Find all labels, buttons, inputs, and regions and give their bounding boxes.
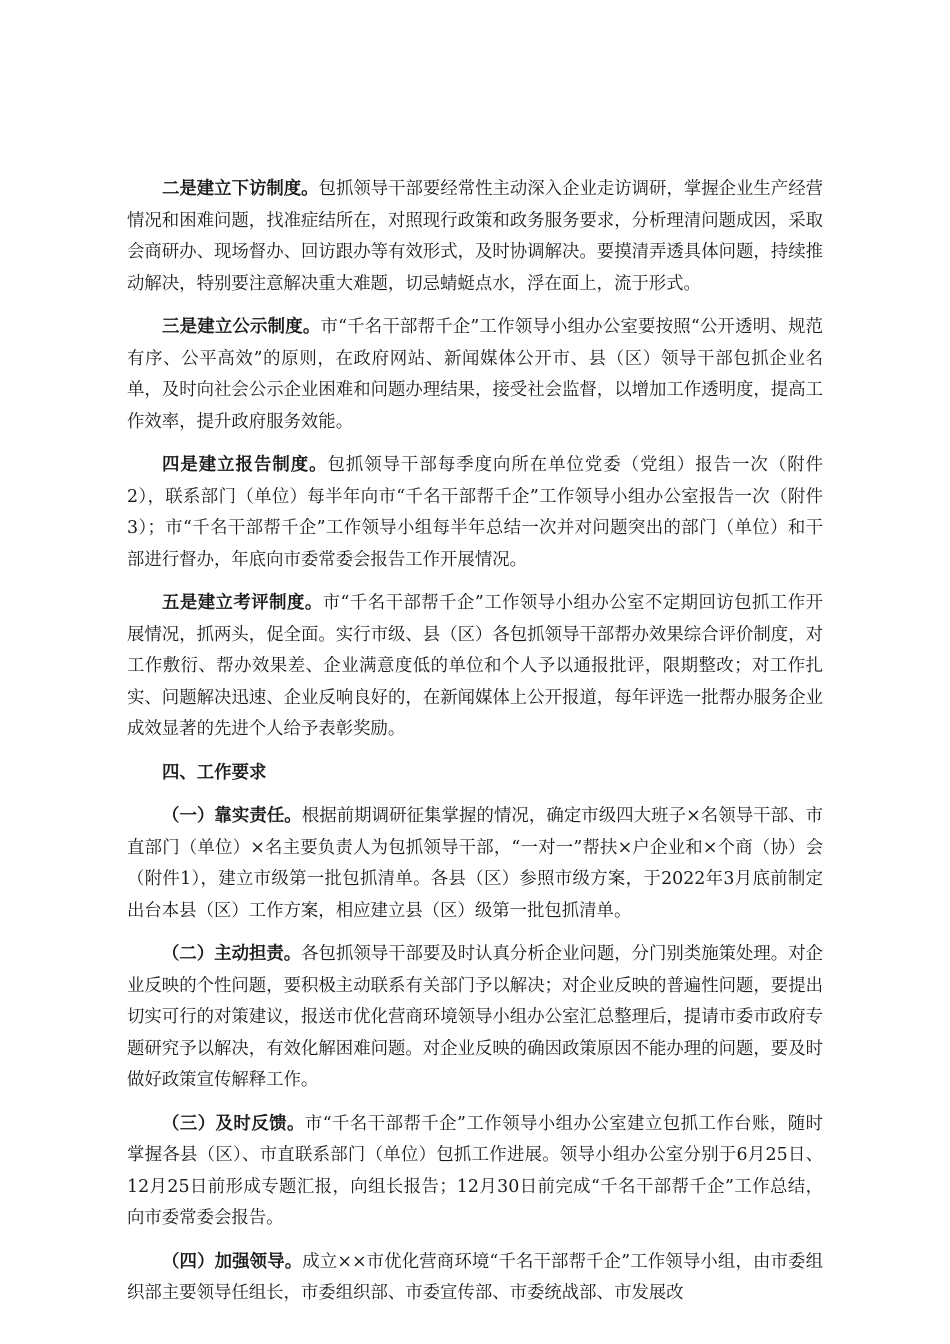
paragraph-report-system: [127, 450, 823, 576]
requirement-body: 根据前期调研征集掌握的情况，确定市级四大班子×名领导干部、市直部门（单位）×名主要负责人为包抓领导干部，“一对一”帮扶×户企业和×个商（协）会（附件1），建立市级第一批包抓清单。各县（区）参照市级方案，于2022年3月底前制定出台本县（区）工作方案，相应建立县（区）级第一批包抓清单。: [127, 806, 823, 921]
paragraph-visit-system: [127, 174, 823, 300]
document-page: [127, 174, 823, 1322]
paragraph-lead: 三是建立公示制度。: [162, 317, 321, 337]
paragraph-body: 包抓领导干部要经常性主动深入企业走访调研，掌握企业生产经营情况和困难问题，找准症结所在，对照现行政策和政务服务要求，分析理清问题成因，采取会商研办、现场督办、回访跟办等有效形式，及时协调解决。要摸清弄透具体问题，持续推动解决，特别要注意解决重大难题，切忌蜻蜓点水，浮在面上，流于形式。: [127, 179, 823, 294]
requirement-responsibility: [127, 801, 823, 927]
requirement-lead: （三）及时反馈。: [162, 1113, 305, 1134]
requirement-lead: （四）加强领导。: [162, 1251, 303, 1272]
requirement-lead: （一）靠实责任。: [162, 806, 302, 826]
paragraph-lead: 五是建立考评制度。: [162, 593, 323, 613]
requirement-lead: （二）主动担责。: [162, 944, 302, 964]
requirement-body: 各包抓领导干部要及时认真分析企业问题，分门别类施策处理。对企业反映的个性问题，要积极主动联系有关部门予以解决；对企业反映的普遍性问题，要提出切实可行的对策建议，报送市优化营商环境领导小组办公室汇总整理后，提请市委市政府专题研究予以解决，有效化解困难问题。对企业反映的确因政策原因不能办理的问题，要及时做好政策宣传解释工作。: [127, 944, 823, 1090]
requirement-body: 市“千名干部帮千企”工作领导小组办公室建立包抓工作台账，随时掌握各县（区）、市直联系部门（单位）包抓工作进展。领导小组办公室分别于6月25日、12月25日前形成专题汇报，向组长报告；12月30日前完成“千名干部帮千企”工作总结，向市委常委会报告。: [127, 1113, 823, 1228]
requirement-initiative: [127, 939, 823, 1097]
requirement-body: 成立××市优化营商环境“千名干部帮千企”工作领导小组，由市委组织部主要领导任组长，市委组织部、市委宣传部、市委统战部、市发展改: [127, 1251, 823, 1303]
section-heading: 四、工作要求: [162, 762, 267, 783]
paragraph-publicity-system: [127, 312, 823, 438]
paragraph-lead: 二是建立下访制度。: [162, 179, 319, 199]
requirement-leadership: [127, 1247, 823, 1310]
paragraph-body: 市“千名干部帮千企”工作领导小组办公室不定期回访包抓工作开展情况，抓两头，促全面。实行市级、县（区）各包抓领导干部帮办效果综合评价制度，对工作敷衍、帮办效果差、企业满意度低的单位和个人予以通报批评，限期整改；对工作扎实、问题解决迅速、企业反响良好的，在新闻媒体上公开报道，每年评选一批帮办服务企业成效显著的先进个人给予表彰奖励。: [127, 593, 823, 739]
paragraph-body: 市“千名干部帮千企”工作领导小组办公室要按照“公开透明、规范有序、公平高效”的原则，在政府网站、新闻媒体公开市、县（区）领导干部包抓企业名单，及时向社会公示企业困难和问题办理结果，接受社会监督，以增加工作透明度，提高工作效率，提升政府服务效能。: [127, 317, 823, 432]
paragraph-body: 包抓领导干部每季度向所在单位党委（党组）报告一次（附件2），联系部门（单位）每半年向市“千名干部帮千企”工作领导小组办公室报告一次（附件3）；市“千名干部帮千企”工作领导小组每半年总结一次并对问题突出的部门（单位）和干部进行督办，年底向市委常委会报告工作开展情况。: [127, 455, 823, 570]
paragraph-lead: 四是建立报告制度。: [162, 455, 328, 475]
requirement-feedback: [127, 1109, 823, 1235]
paragraph-evaluation-system: [127, 588, 823, 746]
